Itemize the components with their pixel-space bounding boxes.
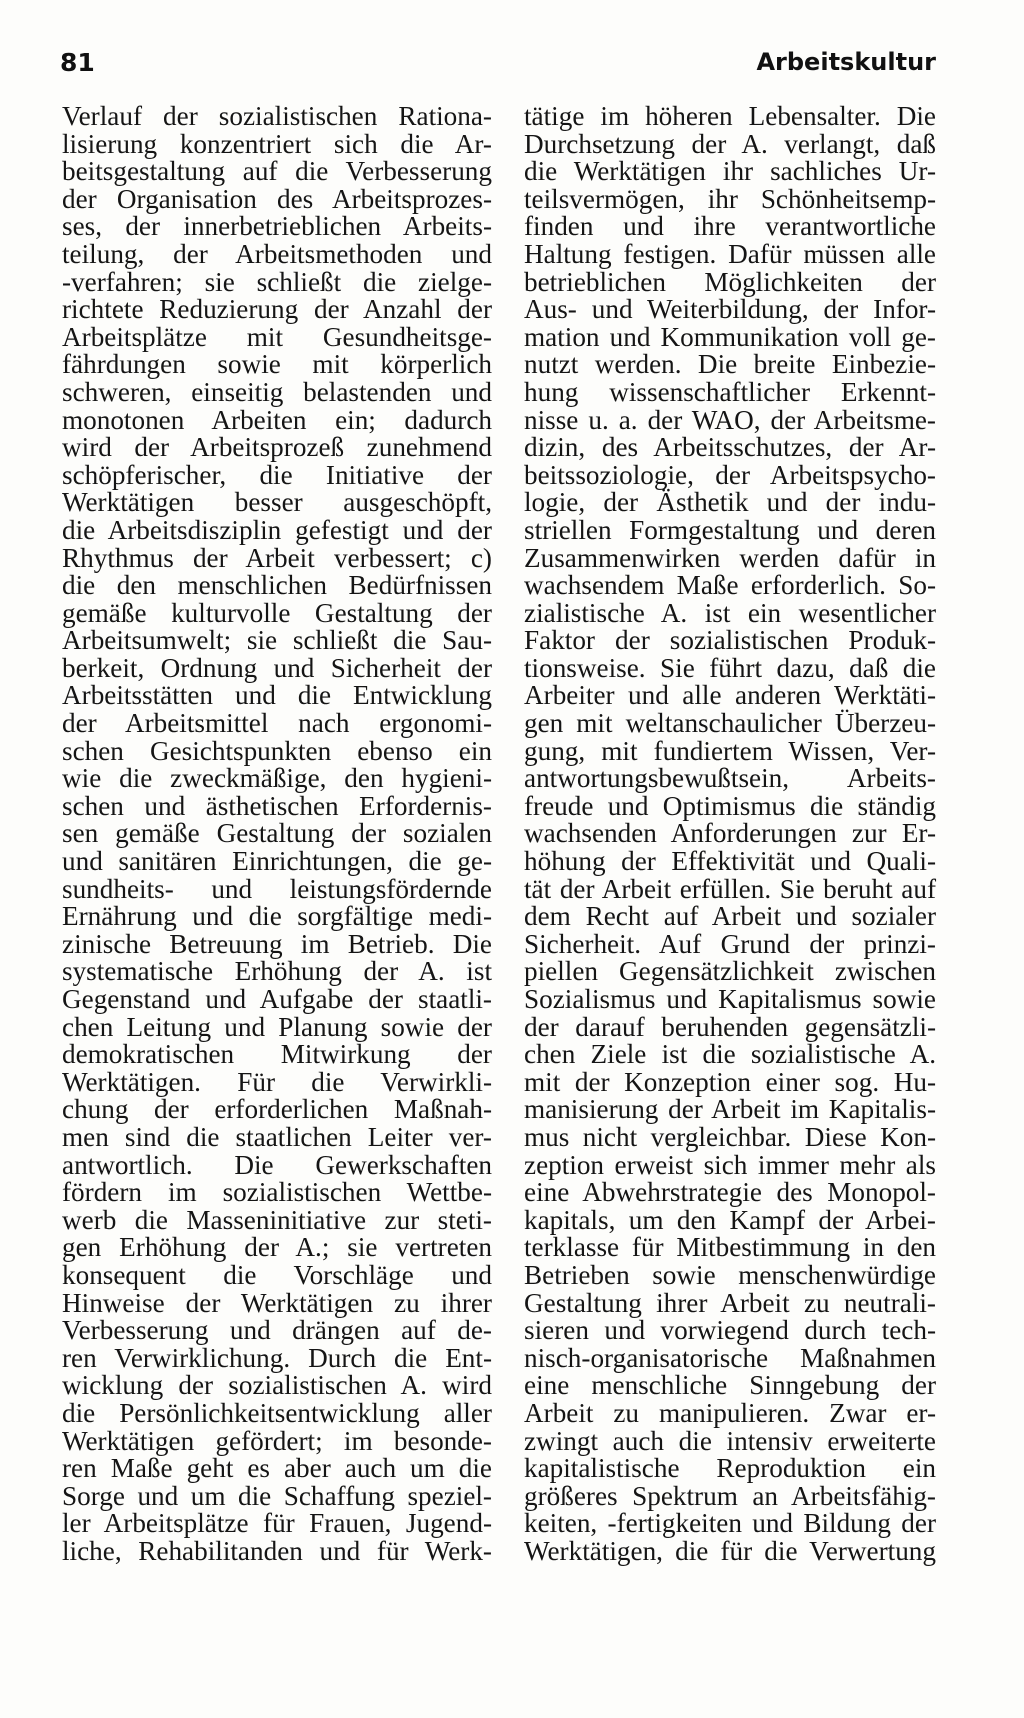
text-line: nisse u. a. der WAO, der Arbeitsme- (524, 404, 936, 435)
text-line: Arbeit zu manipulieren. Zwar er- (524, 1397, 936, 1428)
text-line: ren Verwirklichung. Durch die Ent- (62, 1342, 492, 1373)
text-line: der Organisation des Arbeitsprozes- (62, 183, 492, 214)
text-line: chen Ziele ist die sozialistische A. (524, 1039, 936, 1070)
text-line: Zusammenwirken werden dafür in (524, 542, 936, 573)
text-line: schweren, einseitig belastenden und (62, 376, 492, 407)
text-line: betrieblichen Möglichkeiten der (524, 266, 936, 297)
text-line: teilsvermögen, ihr Schönheitsemp- (524, 183, 936, 214)
text-line: werb die Masseninitiative zur steti- (62, 1204, 492, 1235)
text-line: fährdungen sowie mit körperlich (62, 349, 492, 380)
text-line: schen Gesichtspunkten ebenso ein (62, 735, 492, 766)
page-number: 81 (60, 48, 95, 77)
text-line: wie die zweckmäßige, den hygieni- (62, 763, 492, 794)
text-line: eine Abwehrstrategie des Monopol- (524, 1177, 936, 1208)
text-line: sieren und vorwiegend durch tech- (524, 1315, 936, 1346)
text-line: liche, Rehabilitanden und für Werk- (62, 1535, 492, 1566)
text-line: wicklung der sozialistischen A. wird (62, 1370, 492, 1401)
text-line: Durchsetzung der A. verlangt, daß (524, 128, 936, 159)
text-line: systematische Erhöhung der A. ist (62, 956, 492, 987)
text-line: berkeit, Ordnung und Sicherheit der (62, 652, 492, 683)
text-line: teilung, der Arbeitsmethoden und (62, 238, 492, 269)
text-line: finden und ihre verantwortliche (524, 211, 936, 242)
text-line: chen Leitung und Planung sowie der (62, 1011, 492, 1042)
text-line: fördern im sozialistischen Wettbe- (62, 1177, 492, 1208)
text-line: Werktätigen besser ausgeschöpft, (62, 487, 492, 518)
text-line: mation und Kommunikation voll ge- (524, 321, 936, 352)
text-line: nutzt werden. Die breite Einbezie- (524, 349, 936, 380)
text-line: beitssoziologie, der Arbeitspsycho- (524, 459, 936, 490)
text-line: zialistische A. ist ein wesentlicher (524, 597, 936, 628)
text-line: Ernährung und die sorgfältige medi- (62, 901, 492, 932)
text-line: die den menschlichen Bedürfnissen (62, 570, 492, 601)
text-line: ses, der innerbetrieblichen Arbeits- (62, 211, 492, 242)
text-line: Arbeitsplätze mit Gesundheitsge- (62, 321, 492, 352)
text-line: tätige im höheren Lebensalter. Die (524, 101, 936, 131)
text-line: die Persönlichkeitsentwicklung aller (62, 1397, 492, 1428)
text-line: größeres Spektrum an Arbeitsfähig- (524, 1480, 936, 1511)
text-line: gen Erhöhung der A.; sie vertreten (62, 1232, 492, 1263)
text-line: mus nicht vergleichbar. Diese Kon- (524, 1121, 936, 1152)
text-line: dem Recht auf Arbeit und sozialer (524, 901, 936, 932)
text-line: Arbeiter und alle anderen Werktäti- (524, 680, 936, 711)
text-line: wird der Arbeitsprozeß zunehmend (62, 432, 492, 463)
text-line: beitsgestaltung auf die Verbesserung (62, 156, 492, 187)
text-line: Verlauf der sozialistischen Rationa- (62, 101, 492, 131)
text-line: höhung der Effektivität und Quali- (524, 846, 936, 877)
text-line: tät der Arbeit erfüllen. Sie beruht auf (524, 873, 936, 904)
text-line: demokratischen Mitwirkung der (62, 1039, 492, 1070)
text-line: monotonen Arbeiten ein; dadurch (62, 404, 492, 435)
text-line: Sorge und um die Schaffung speziel- (62, 1480, 492, 1511)
text-line: hung wissenschaftlicher Erkennt- (524, 376, 936, 407)
text-line: striellen Formgestaltung und deren (524, 514, 936, 545)
text-line: Sicherheit. Auf Grund der prinzi- (524, 928, 936, 959)
text-line: antwortlich. Die Gewerkschaften (62, 1149, 492, 1180)
text-line: Gestaltung ihrer Arbeit zu neutrali- (524, 1287, 936, 1318)
text-line: nisch-organisatorische Maßnahmen (524, 1342, 936, 1373)
text-line: chung der erforderlichen Maßnah- (62, 1094, 492, 1125)
text-line: kapitalistische Reproduktion ein (524, 1453, 936, 1484)
text-line: sundheits- und leistungsfördernde (62, 873, 492, 904)
text-line: Hinweise der Werktätigen zu ihrer (62, 1287, 492, 1318)
text-line: Arbeitsumwelt; sie schließt die Sau- (62, 625, 492, 656)
text-line: manisierung der Arbeit im Kapitalis- (524, 1094, 936, 1125)
text-line: der Arbeitsmittel nach ergonomi- (62, 708, 492, 739)
text-line: men sind die staatlichen Leiter ver- (62, 1121, 492, 1152)
text-line: schöpferischer, die Initiative der (62, 459, 492, 490)
text-line: Sozialismus und Kapitalismus sowie (524, 984, 936, 1014)
text-line: Werktätigen gefördert; im besonde- (62, 1425, 492, 1456)
text-line: Werktätigen, die für die Verwertung (524, 1535, 936, 1566)
text-column-left (62, 103, 492, 1565)
text-line: Aus- und Weiterbildung, der Infor- (524, 294, 936, 325)
text-line: sen gemäße Gestaltung der sozialen (62, 818, 492, 849)
text-line: logie, der Ästhetik und der indu- (524, 487, 936, 518)
text-line: keiten, -fertigkeiten und Bildung der (524, 1508, 936, 1539)
text-line: Gegenstand und Aufgabe der staatli- (62, 984, 492, 1014)
text-line: kapitals, um den Kampf der Arbei- (524, 1204, 936, 1235)
text-line: die Arbeitsdisziplin gefestigt und der (62, 514, 492, 545)
text-line: Werktätigen. Für die Verwirkli- (62, 1066, 492, 1097)
text-line: piellen Gegensätzlichkeit zwischen (524, 956, 936, 987)
text-line: wachsendem Maße erforderlich. So- (524, 570, 936, 601)
text-column-right (524, 103, 936, 1565)
text-line: Haltung festigen. Dafür müssen alle (524, 238, 936, 269)
text-line: Arbeitsstätten und die Entwicklung (62, 680, 492, 711)
text-line: gung, mit fundiertem Wissen, Ver- (524, 735, 936, 766)
text-line: lisierung konzentriert sich die Ar- (62, 128, 492, 159)
text-line: richtete Reduzierung der Anzahl der (62, 294, 492, 325)
text-line: zeption erweist sich immer mehr als (524, 1149, 936, 1180)
text-line: eine menschliche Sinngebung der (524, 1370, 936, 1401)
text-line: gen mit weltanschaulicher Überzeu- (524, 708, 936, 739)
text-line: und sanitären Einrichtungen, die ge- (62, 846, 492, 877)
text-line: ler Arbeitsplätze für Frauen, Jugend- (62, 1508, 492, 1539)
text-line: schen und ästhetischen Erfordernis- (62, 790, 492, 821)
text-line: mit der Konzeption einer sog. Hu- (524, 1066, 936, 1097)
text-line: ren Maße geht es aber auch um die (62, 1453, 492, 1484)
text-line: Verbesserung und drängen auf de- (62, 1315, 492, 1346)
text-line: der darauf beruhenden gegensätzli- (524, 1011, 936, 1042)
text-line: gemäße kulturvolle Gestaltung der (62, 597, 492, 628)
text-line: Betrieben sowie menschenwürdige (524, 1259, 936, 1290)
text-line: antwortungsbewußtsein, Arbeits- (524, 763, 936, 794)
text-line: Rhythmus der Arbeit verbessert; c) (62, 542, 492, 573)
text-line: -verfahren; sie schließt die zielge- (62, 266, 492, 297)
text-line: zwingt auch die intensiv erweiterte (524, 1425, 936, 1456)
text-line: wachsenden Anforderungen zur Er- (524, 818, 936, 849)
text-line: Faktor der sozialistischen Produk- (524, 625, 936, 656)
text-line: die Werktätigen ihr sachliches Ur- (524, 156, 936, 187)
text-line: terklasse für Mitbestimmung in den (524, 1232, 936, 1263)
text-line: tionsweise. Sie führt dazu, daß die (524, 652, 936, 683)
running-header-title: Arbeitskultur (756, 48, 936, 76)
text-line: dizin, des Arbeitsschutzes, der Ar- (524, 432, 936, 463)
text-line: freude und Optimismus die ständig (524, 790, 936, 821)
text-line: konsequent die Vorschläge und (62, 1259, 492, 1290)
text-line: zinische Betreuung im Betrieb. Die (62, 928, 492, 959)
